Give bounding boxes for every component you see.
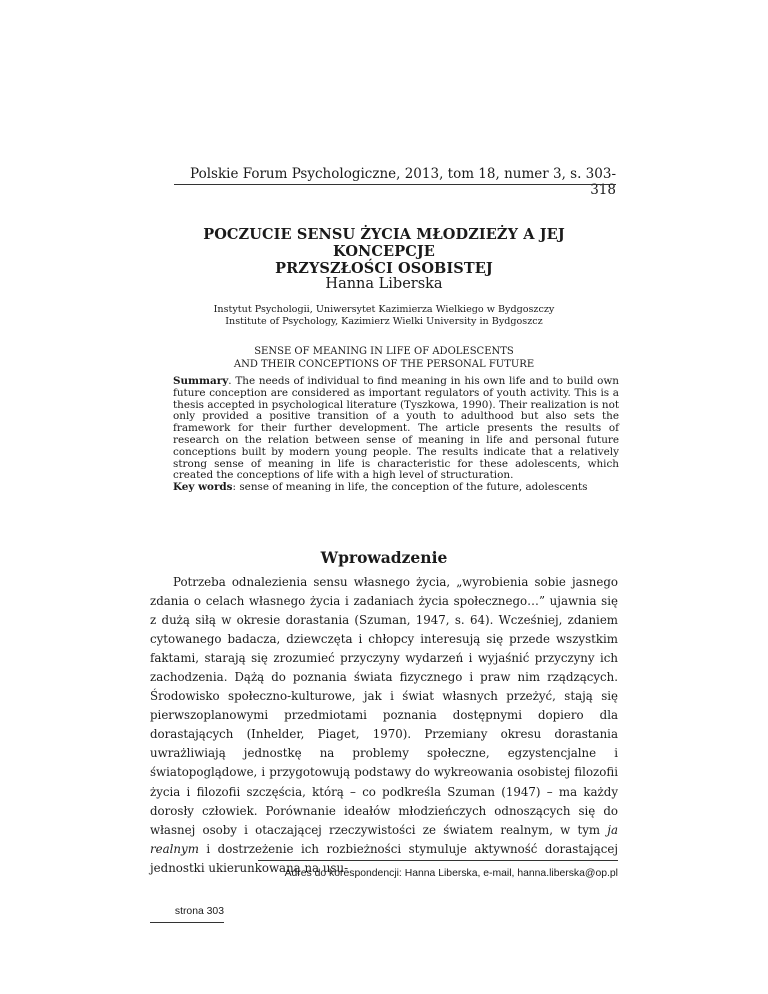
footnote-divider	[258, 860, 618, 861]
summary-text: . The needs of individual to find meaning in his own life and to build own future conception are considered as important regulators of youth activity. This is a thesis accepted in psychological literature (Tyszkowa, 1990). Their realization is not only provided a positive transition of a youth to adulthood but also sets the framework for their further development. The article presents the results of research on the relation between sense of meaning in life and personal future conceptions built by modern young people. The results indicate that a relatively strong sense of meaning in life is characteristic for these adolescents, which created the conceptions of life with a high level of structuration.	[173, 375, 619, 482]
body-text	[150, 573, 618, 878]
paragraph-text-part-1: Potrzeba odnalezienia sensu własnego życia, „wyrobienia sobie jasnego zdania o celach własnego życia i zadaniach życia społecznego…” ujawnia się z dużą siłą w okresie dorastania (Szuman, 1947, s. 64). Wcześniej, zdaniem cytowanego badacza, dziewczęta i chłopcy interesują się przede wszystkim faktami, starają się zrozumieć przyczyny wydarzeń i wyjaśnić przyczyny ich zachodzenia. Dążą do poznania świata fizycznego i praw nim rządzących. Środowisko społeczno-kulturowe, jak i świat własnych przeżyć, stają się pierwszoplanowymi przedmiotami poznania dostępnymi dopiero dla dorastających (Inhelder, Piaget, 1970). Przemiany okresu dorastania uwrażliwiają jednostkę na problemy społeczne, egzystencjalne i światopoglądowe, i przygotowują podstawy do wykreowania osobistej filozofii życia i filozofii szczęścia, którą – co podkreśla Szuman (1947) – ma każdy dorosły człowiek. Porównanie ideałów młodzieńczych odnoszących się do własnej osoby i otaczającej rzeczywistości ze światem realnym, w tym	[150, 575, 618, 837]
body-paragraph	[150, 573, 618, 878]
paragraph-text-part-2: i dostrzeżenie ich rozbieżności stymuluje aktywność dorastającej jednostki ukierunkowaną na usu-	[150, 841, 618, 875]
english-title	[150, 346, 618, 371]
keywords-label: Key words	[173, 481, 233, 494]
section-heading: Wprowadzenie	[320, 548, 448, 567]
affiliation-english: Institute of Psychology, Kazimierz Wielki University in Bydgoszcz	[225, 316, 543, 327]
page-number: strona 303	[174, 906, 224, 917]
abstract	[173, 376, 619, 494]
abstract-keywords	[173, 482, 619, 494]
paragraph-italic-term: ja realnym	[150, 822, 618, 856]
article-title-line-1: POCZUCIE SENSU ŻYCIA MŁODZIEŻY A JEJ KONCEPCJE	[203, 226, 565, 260]
header-divider	[174, 184, 616, 185]
summary-label: Summary	[173, 375, 229, 387]
article-title	[150, 226, 618, 277]
keywords-text: : sense of meaning in life, the conception of the future, adolescents	[232, 481, 588, 494]
abstract-summary	[173, 376, 619, 482]
affiliation	[150, 304, 618, 328]
footnote-correspondence: Adres do korespondencji: Hanna Liberska, e-mail, hanna.liberska@op.pl	[284, 868, 618, 879]
affiliation-polish: Instytut Psychologii, Uniwersytet Kazimierza Wielkiego w Bydgoszczy	[213, 304, 555, 315]
article-title-line-2: PRZYSZŁOŚCI OSOBISTEJ	[275, 260, 493, 277]
journal-header: Polskie Forum Psychologiczne, 2013, tom 18, numer 3, s. 303-318	[190, 166, 616, 198]
english-title-line-2: AND THEIR CONCEPTIONS OF THE PERSONAL FUTURE	[233, 358, 535, 370]
author-name: Hanna Liberska	[325, 276, 443, 292]
page-number-rule	[150, 922, 224, 923]
english-title-line-1: SENSE OF MEANING IN LIFE OF ADOLESCENTS	[254, 346, 514, 357]
